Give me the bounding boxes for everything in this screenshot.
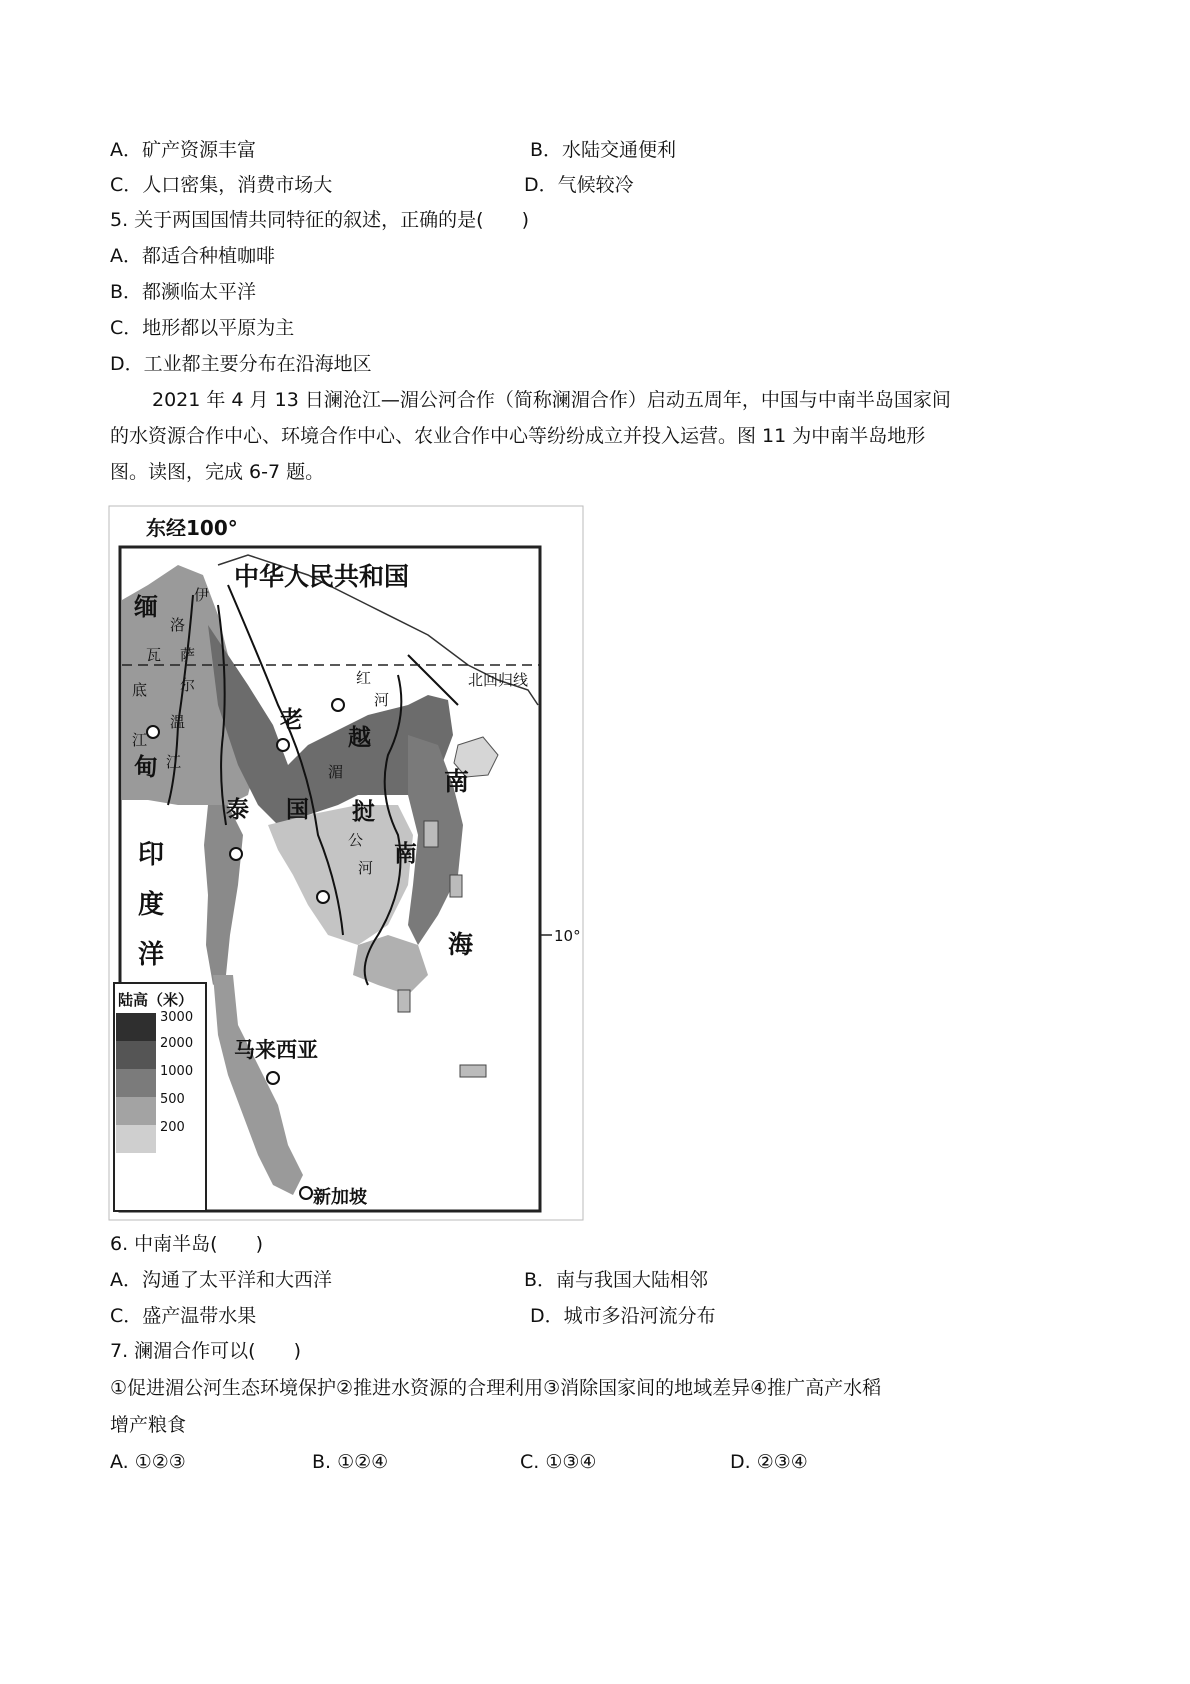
label-indian-ocean-3: 洋	[138, 940, 165, 970]
label-thailand-1: 泰	[226, 797, 249, 823]
label-myanmar-2: 甸	[134, 753, 158, 781]
q6-option-d: D．城市多沿河流分布	[530, 1305, 716, 1327]
q5-option-a: A．都适合种植咖啡	[110, 245, 275, 267]
label-salween-1: 萨	[180, 646, 196, 664]
label-china: 中华人民共和国	[234, 562, 410, 591]
label-irrawaddy-2: 洛	[170, 616, 186, 634]
label-laos-2: 挝	[352, 799, 375, 825]
q4-option-b: B．水陆交通便利	[530, 139, 677, 161]
q7-stem: 7. 澜湄合作可以( )	[110, 1340, 301, 1362]
q5-option-b: B．都濒临太平洋	[110, 281, 257, 303]
label-irrawaddy-4: 底	[132, 681, 148, 699]
legend-label-200: 200	[160, 1120, 185, 1135]
label-salween-2: 尔	[180, 676, 196, 694]
label-mekong-1: 湄	[328, 763, 344, 781]
q6-option-a: A．沟通了太平洋和大西洋	[110, 1269, 332, 1291]
intro-line-1: 2021 年 4 月 13 日澜沧江—湄公河合作（简称澜湄合作）启动五周年，中国与中南半岛国家间	[152, 389, 951, 411]
legend-swatch-200	[116, 1125, 156, 1153]
label-irrawaddy-5: 江	[132, 731, 148, 749]
legend-label-3000: 3000	[160, 1010, 194, 1025]
legend-label-2000: 2000	[160, 1036, 194, 1051]
legend-swatch-500	[116, 1097, 156, 1125]
label-mekong-3: 河	[358, 859, 374, 877]
label-singapore: 新加坡	[313, 1187, 367, 1208]
label-mekong-2: 公	[348, 831, 364, 849]
q7-items-line-2: 增产粮食	[110, 1414, 187, 1436]
label-myanmar-1: 缅	[134, 593, 158, 621]
label-salween-4: 江	[166, 753, 182, 771]
legend-title: 陆高（米）	[118, 991, 194, 1009]
legend-swatch-2000	[116, 1041, 156, 1069]
q7-option-d: D. ②③④	[730, 1451, 808, 1473]
q5-option-d: D．工业都主要分布在沿海地区	[110, 353, 372, 375]
legend-swatch-3000	[116, 1013, 156, 1041]
legend-label-1000: 1000	[160, 1064, 194, 1079]
intro-line-2: 的水资源合作中心、环境合作中心、农业合作中心等纷纷成立并投入运营。图 11 为中南半岛地形	[110, 425, 926, 447]
elevation-legend	[114, 983, 206, 1211]
label-irrawaddy-1: 伊	[194, 586, 210, 604]
indochina-terrain-map	[108, 505, 584, 1221]
tropic-label: 北回归线	[468, 671, 529, 689]
q6-option-b: B．南与我国大陆相邻	[524, 1269, 709, 1291]
lat10-label: 10°	[554, 927, 581, 945]
label-irrawaddy-3: 瓦	[146, 646, 162, 664]
q4-option-c: C．人口密集，消费市场大	[110, 174, 333, 196]
label-vietnam-1: 越	[348, 725, 371, 751]
q6-stem: 6. 中南半岛( )	[110, 1233, 263, 1255]
label-thailand-2: 国	[286, 797, 309, 823]
label-vietnam-2: 南	[394, 841, 417, 867]
label-red-river-1: 红	[356, 669, 372, 687]
q5-stem: 5. 关于两国国情共同特征的叙述，正确的是( )	[110, 209, 529, 231]
intro-line-3: 图。读图，完成 6-7 题。	[110, 461, 325, 483]
q4-option-d: D．气候较冷	[524, 174, 634, 196]
q7-option-a: A. ①②③	[110, 1451, 186, 1473]
legend-swatch-1000	[116, 1069, 156, 1097]
q7-items-line-1: ①促进湄公河生态环境保护②推进水资源的合理利用③消除国家间的地域差异④推广高产水稻	[110, 1377, 882, 1399]
label-salween-3: 温	[170, 713, 186, 731]
label-indian-ocean-2: 度	[138, 890, 165, 920]
q7-option-b: B. ①②④	[312, 1451, 389, 1473]
legend-label-500: 500	[160, 1092, 185, 1107]
label-laos-1: 老	[280, 707, 303, 733]
label-malaysia: 马来西亚	[234, 1038, 318, 1062]
label-indian-ocean-1: 印	[138, 840, 165, 870]
meridian-label: 东经100°	[146, 516, 238, 540]
label-red-river-2: 河	[374, 691, 390, 709]
label-south-sea-2: 海	[448, 930, 474, 959]
q6-option-c: C．盛产温带水果	[110, 1305, 257, 1327]
label-south-sea-1: 南	[444, 767, 470, 796]
q7-option-c: C. ①③④	[520, 1451, 597, 1473]
q5-option-c: C．地形都以平原为主	[110, 317, 295, 339]
q4-option-a: A．矿产资源丰富	[110, 139, 256, 161]
